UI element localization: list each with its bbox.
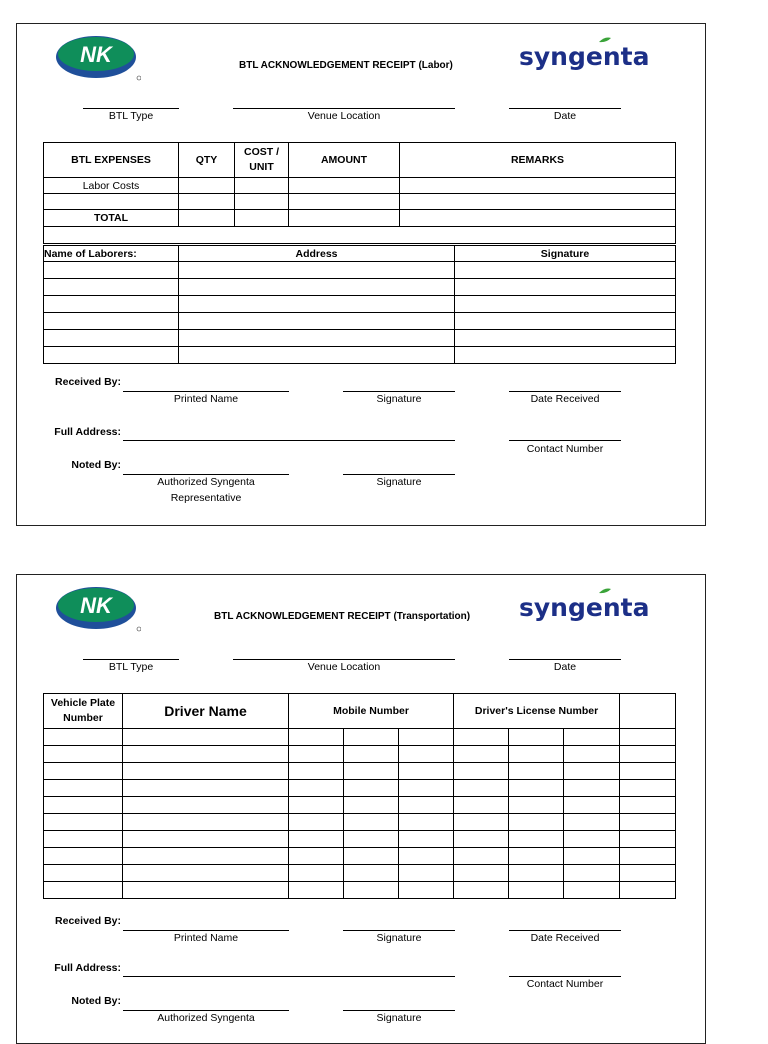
table-cell[interactable]	[44, 814, 123, 831]
table-cell[interactable]	[344, 814, 399, 831]
table-cell[interactable]	[44, 797, 123, 814]
table-cell[interactable]	[564, 797, 620, 814]
table-cell[interactable]	[44, 882, 123, 899]
table-cell[interactable]	[344, 746, 399, 763]
received-by-label: Received By:	[55, 376, 121, 388]
table-cell[interactable]	[179, 296, 455, 313]
table-cell[interactable]	[179, 330, 455, 347]
authorized-rep-label: Authorized Syngenta	[157, 476, 255, 488]
table-cell[interactable]	[454, 865, 509, 882]
table-cell[interactable]	[123, 848, 289, 865]
table-cell[interactable]	[44, 330, 179, 347]
address-header: Address	[179, 246, 455, 262]
table-cell[interactable]	[509, 848, 564, 865]
table-cell[interactable]	[399, 831, 454, 848]
table-cell[interactable]	[454, 814, 509, 831]
table-cell[interactable]	[454, 797, 509, 814]
btl-expenses-header: BTL EXPENSES	[44, 143, 179, 178]
table-cell[interactable]	[179, 347, 455, 364]
table-cell[interactable]	[44, 729, 123, 746]
svg-text:syngenta: syngenta	[519, 593, 650, 622]
table-cell[interactable]	[289, 746, 344, 763]
table-cell[interactable]	[123, 882, 289, 899]
signature-label: Signature	[376, 1012, 422, 1024]
noted-by-label: Noted By:	[71, 995, 121, 1007]
name-of-laborers-header: Name of Laborers:	[44, 246, 179, 262]
table-cell[interactable]	[289, 814, 344, 831]
table-cell[interactable]	[344, 848, 399, 865]
table-cell[interactable]	[509, 831, 564, 848]
table-cell[interactable]	[509, 865, 564, 882]
table-cell[interactable]	[289, 780, 344, 797]
table-cell[interactable]	[455, 313, 676, 330]
remarks-header: REMARKS	[400, 143, 676, 178]
transportation-receipt-form	[16, 574, 706, 1044]
signature-label: Signature	[376, 476, 422, 488]
table-cell[interactable]	[620, 797, 676, 814]
table-cell[interactable]	[454, 746, 509, 763]
table-cell[interactable]	[564, 814, 620, 831]
btl-type-label: BTL Type	[108, 110, 154, 122]
table-cell[interactable]	[179, 262, 455, 279]
labor-costs-label: Labor Costs	[44, 178, 179, 194]
nk-logo-icon	[55, 586, 141, 632]
table-cell[interactable]	[509, 797, 564, 814]
table-cell[interactable]	[509, 729, 564, 746]
table-cell[interactable]	[44, 296, 179, 313]
table-cell[interactable]	[399, 729, 454, 746]
contact-number-label: Contact Number	[526, 978, 604, 990]
table-cell[interactable]	[123, 729, 289, 746]
expenses-table	[43, 142, 676, 244]
table-cell[interactable]	[123, 814, 289, 831]
date-label: Date	[553, 661, 577, 673]
table-cell[interactable]	[123, 763, 289, 780]
vehicle-plate-header	[44, 694, 123, 729]
full-address-label: Full Address:	[54, 962, 121, 974]
table-cell[interactable]	[289, 797, 344, 814]
btl-type-label: BTL Type	[108, 661, 154, 673]
svg-text:NK: NK	[80, 593, 112, 618]
svg-text:syngenta: syngenta	[519, 42, 650, 71]
table-cell[interactable]	[620, 763, 676, 780]
table-cell[interactable]	[344, 882, 399, 899]
table-cell[interactable]	[44, 194, 179, 210]
table-cell[interactable]	[509, 763, 564, 780]
table-cell[interactable]	[620, 780, 676, 797]
table-cell[interactable]	[454, 848, 509, 865]
table-cell[interactable]	[399, 763, 454, 780]
table-cell[interactable]	[509, 780, 564, 797]
table-cell[interactable]	[620, 865, 676, 882]
table-cell[interactable]	[44, 848, 123, 865]
table-cell[interactable]	[44, 780, 123, 797]
table-cell[interactable]	[620, 831, 676, 848]
table-cell[interactable]	[289, 848, 344, 865]
table-cell[interactable]	[454, 780, 509, 797]
labor-receipt-form	[16, 23, 706, 526]
table-cell[interactable]	[564, 746, 620, 763]
table-cell[interactable]	[454, 882, 509, 899]
table-cell[interactable]	[620, 729, 676, 746]
table-cell[interactable]	[235, 210, 289, 227]
syngenta-logo-icon	[517, 585, 657, 625]
table-cell[interactable]	[44, 279, 179, 296]
table-cell[interactable]	[344, 763, 399, 780]
table-cell[interactable]	[344, 831, 399, 848]
table-cell[interactable]	[564, 763, 620, 780]
table-cell[interactable]	[123, 797, 289, 814]
table-cell[interactable]	[564, 865, 620, 882]
table-cell[interactable]	[344, 797, 399, 814]
table-cell[interactable]	[179, 313, 455, 330]
laborers-table	[43, 245, 676, 364]
table-cell[interactable]	[123, 746, 289, 763]
table-cell[interactable]	[179, 210, 235, 227]
nk-logo-icon	[55, 35, 141, 81]
spacer-row	[44, 227, 676, 244]
svg-text:NK: NK	[80, 42, 112, 67]
signature-header: Signature	[455, 246, 676, 262]
date-received-label: Date Received	[530, 932, 600, 944]
table-cell[interactable]	[509, 882, 564, 899]
drivers-license-header: Driver's License Number	[454, 694, 620, 729]
date-received-label: Date Received	[530, 393, 600, 405]
table-cell[interactable]	[44, 865, 123, 882]
table-cell[interactable]	[44, 746, 123, 763]
table-cell[interactable]	[455, 279, 676, 296]
date-label: Date	[553, 110, 577, 122]
noted-by-label: Noted By:	[71, 459, 121, 471]
table-cell[interactable]	[620, 882, 676, 899]
table-cell[interactable]	[455, 330, 676, 347]
full-address-label: Full Address:	[54, 426, 121, 438]
table-cell[interactable]	[454, 763, 509, 780]
table-cell[interactable]	[399, 814, 454, 831]
syngenta-logo-icon	[517, 34, 657, 74]
table-cell[interactable]	[44, 262, 179, 279]
table-cell[interactable]	[179, 279, 455, 296]
vehicle-plate-line: Vehicle Plate	[50, 697, 116, 709]
table-cell[interactable]	[399, 848, 454, 865]
signature-label: Signature	[376, 393, 422, 405]
table-cell[interactable]	[44, 831, 123, 848]
table-cell[interactable]	[289, 865, 344, 882]
form-title: BTL ACKNOWLEDGEMENT RECEIPT (Labor)	[239, 60, 453, 71]
table-cell[interactable]	[44, 763, 123, 780]
table-cell[interactable]	[235, 178, 289, 194]
table-cell[interactable]	[564, 780, 620, 797]
table-cell[interactable]	[509, 746, 564, 763]
table-cell[interactable]	[400, 178, 676, 194]
table-cell[interactable]	[400, 210, 676, 227]
table-cell[interactable]	[123, 865, 289, 882]
table-cell[interactable]	[289, 831, 344, 848]
driver-name-header: Driver Name	[123, 694, 289, 729]
printed-name-label: Printed Name	[173, 393, 239, 405]
table-cell[interactable]	[344, 865, 399, 882]
table-cell[interactable]	[399, 865, 454, 882]
table-cell[interactable]	[289, 729, 344, 746]
amount-header: AMOUNT	[289, 143, 400, 178]
qty-header: QTY	[179, 143, 235, 178]
table-cell[interactable]	[289, 210, 400, 227]
table-cell[interactable]	[564, 729, 620, 746]
table-cell[interactable]	[289, 763, 344, 780]
table-cell[interactable]	[620, 848, 676, 865]
table-cell[interactable]	[399, 797, 454, 814]
contact-number-label: Contact Number	[526, 443, 604, 455]
table-cell[interactable]	[399, 780, 454, 797]
vehicle-table	[43, 693, 676, 899]
representative-label: Representative	[170, 492, 242, 504]
received-by-label: Received By:	[55, 915, 121, 927]
table-cell[interactable]	[620, 746, 676, 763]
table-cell[interactable]	[344, 729, 399, 746]
table-cell[interactable]	[399, 882, 454, 899]
venue-location-label: Venue Location	[307, 110, 381, 122]
table-cell[interactable]	[123, 831, 289, 848]
table-cell[interactable]	[44, 347, 179, 364]
table-cell[interactable]	[344, 780, 399, 797]
table-cell[interactable]	[123, 780, 289, 797]
form-title: BTL ACKNOWLEDGEMENT RECEIPT (Transportation)	[214, 611, 471, 622]
mobile-number-header: Mobile Number	[289, 694, 454, 729]
table-cell[interactable]	[564, 848, 620, 865]
table-cell[interactable]	[454, 831, 509, 848]
table-cell[interactable]	[179, 194, 235, 210]
table-cell[interactable]	[235, 194, 289, 210]
total-label: TOTAL	[44, 210, 179, 227]
authorized-rep-label: Authorized Syngenta	[157, 1012, 255, 1024]
table-cell[interactable]	[455, 262, 676, 279]
cost-unit-header: COST / UNIT	[235, 143, 289, 178]
venue-location-label: Venue Location	[307, 661, 381, 673]
table-cell[interactable]	[455, 347, 676, 364]
printed-name-label: Printed Name	[173, 932, 239, 944]
table-cell[interactable]	[564, 882, 620, 899]
signature-label: Signature	[376, 932, 422, 944]
table-cell[interactable]	[454, 729, 509, 746]
table-cell[interactable]	[564, 831, 620, 848]
table-cell[interactable]	[399, 746, 454, 763]
table-cell[interactable]	[509, 814, 564, 831]
table-cell[interactable]	[44, 313, 179, 330]
table-cell[interactable]	[400, 194, 676, 210]
table-cell[interactable]	[179, 178, 235, 194]
table-cell[interactable]	[289, 194, 400, 210]
table-cell[interactable]	[289, 882, 344, 899]
table-cell	[620, 694, 676, 729]
table-cell[interactable]	[289, 178, 400, 194]
table-cell[interactable]	[455, 296, 676, 313]
vehicle-number-line: Number	[63, 712, 103, 724]
table-cell[interactable]	[620, 814, 676, 831]
